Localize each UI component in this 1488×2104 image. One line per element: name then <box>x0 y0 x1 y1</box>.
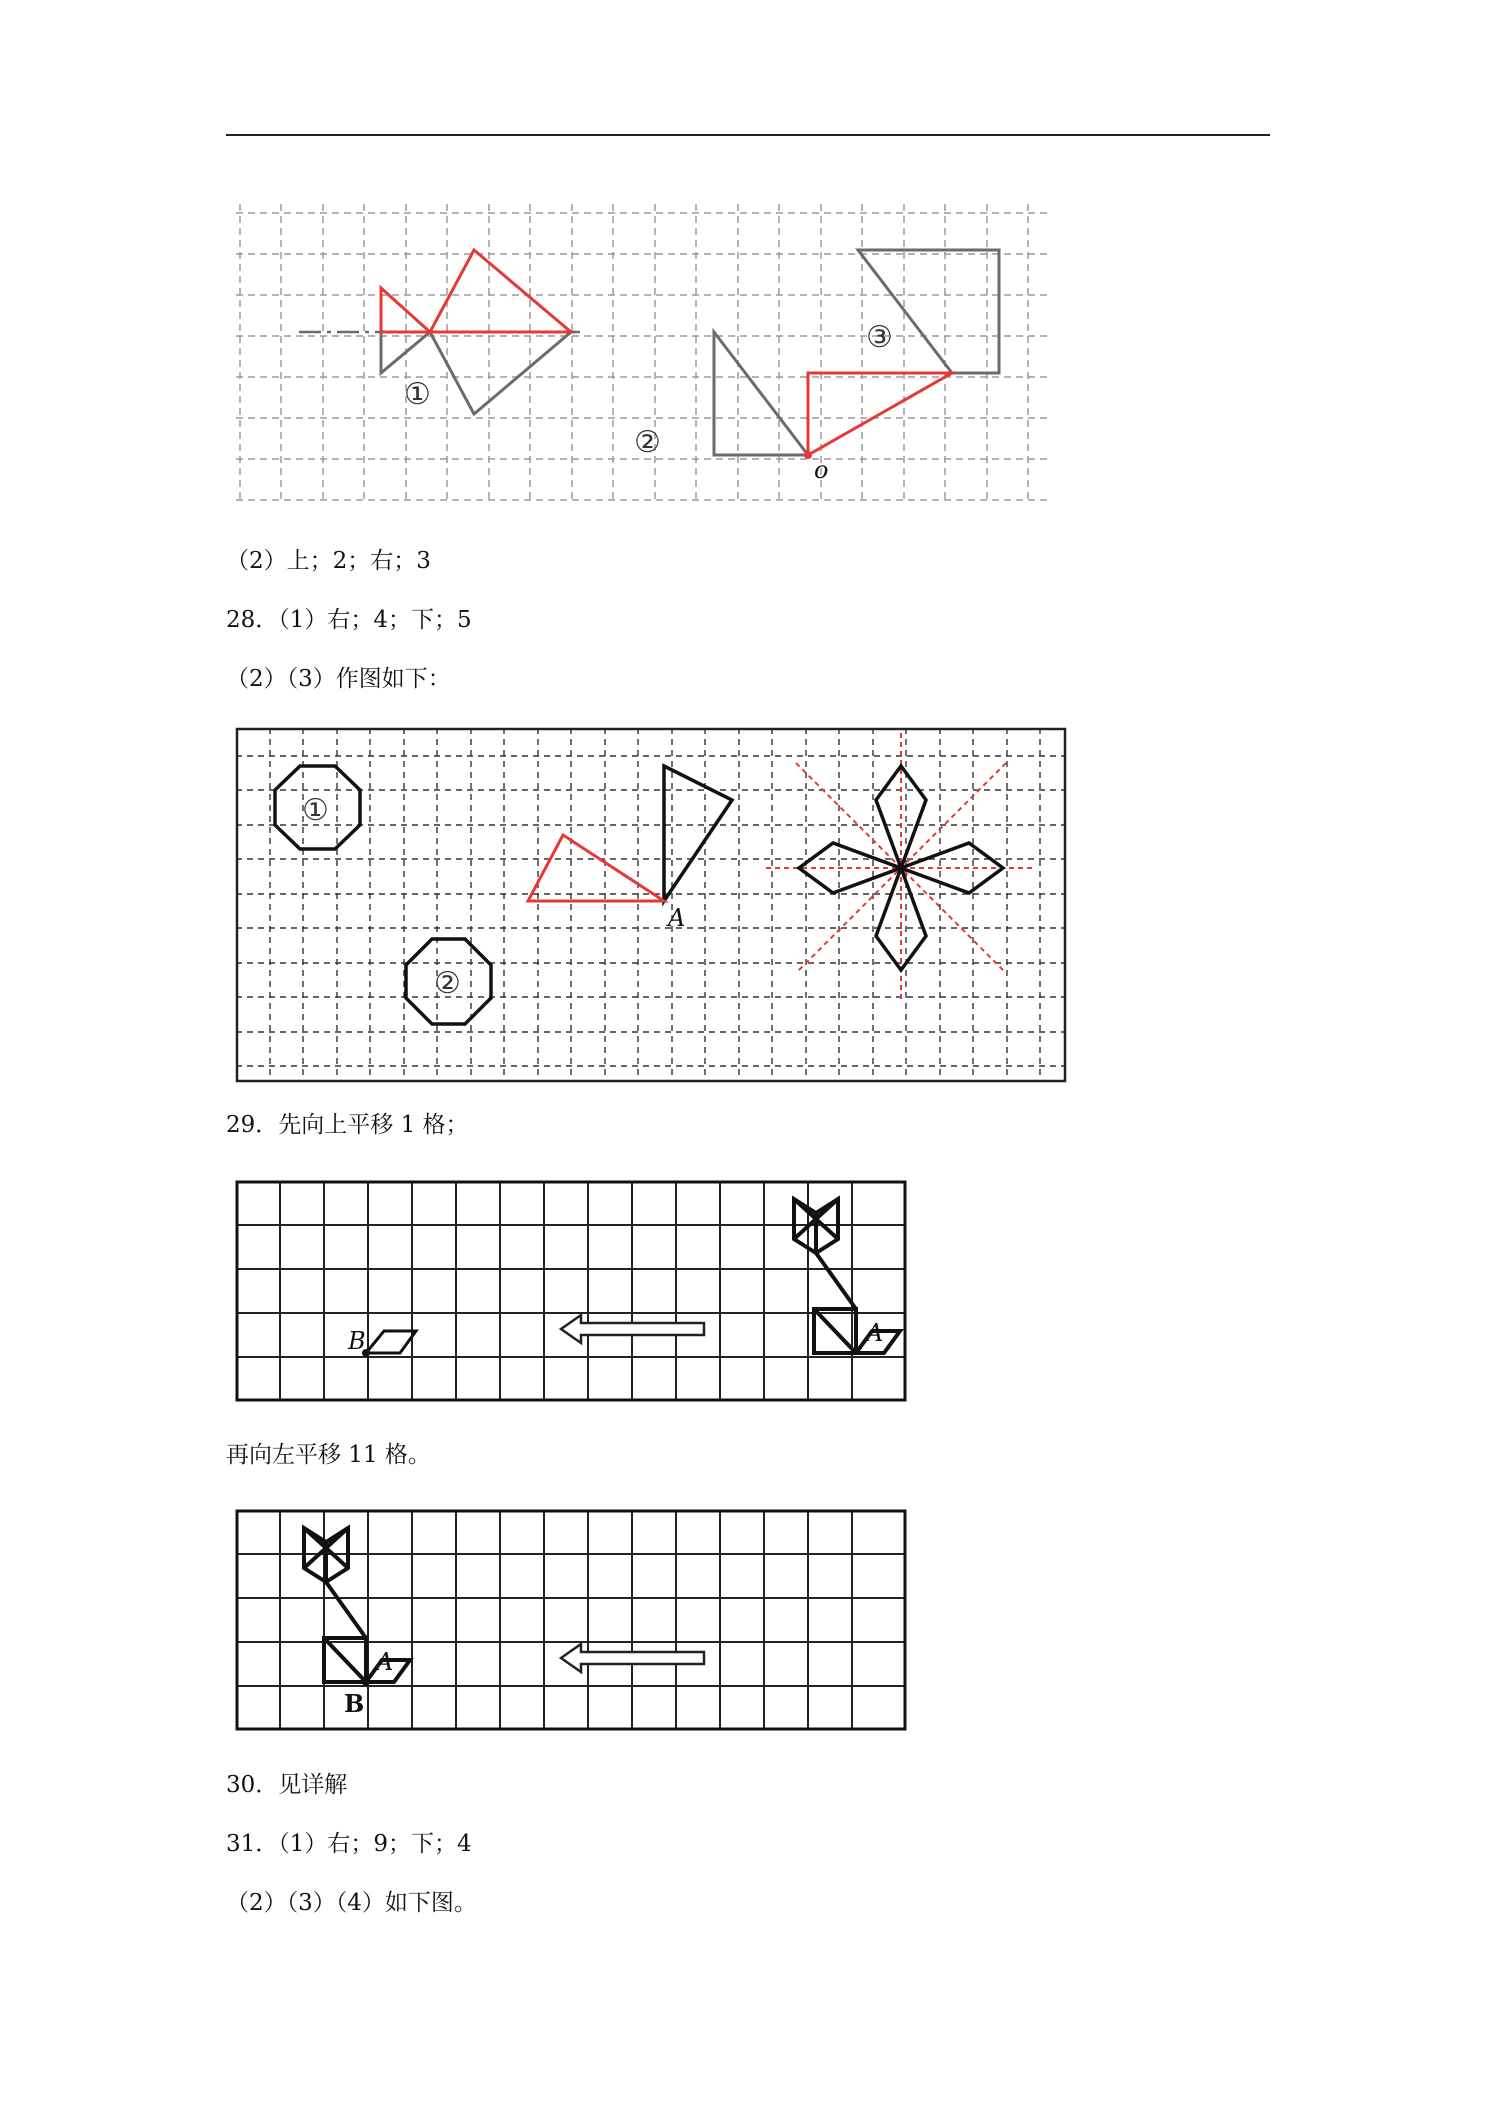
cat-point-a-label: A <box>376 1648 394 1676</box>
answer-line-31-2: （2）（3）（4）如下图。 <box>226 1890 477 1916</box>
header-rule <box>226 134 1270 136</box>
answer-line-29-2: 再向左平移 11 格。 <box>226 1442 431 1468</box>
figure-label-2: ② <box>634 425 661 460</box>
point-a-label: A <box>668 904 686 932</box>
figure-label-3: ③ <box>866 320 893 355</box>
answer-line-28-2: （2）（3）作图如下： <box>226 666 451 692</box>
answer-line-31-1: 31．（1）右；9；下；4 <box>226 1831 472 1857</box>
point-b-label: B <box>348 1327 366 1355</box>
cat-point-b-label: B <box>344 1689 365 1718</box>
figure-label-1: ① <box>404 377 431 412</box>
answer-line-30: 30．见详解 <box>226 1772 348 1798</box>
figure-symmetry-rotation <box>236 204 1056 504</box>
answer-line-29-1: 29．先向上平移 1 格； <box>226 1112 469 1138</box>
figure-octagons-flower <box>236 728 1066 1082</box>
octagon-label-2: ② <box>434 966 461 1001</box>
figure-cat-left-shift <box>236 1510 906 1730</box>
point-o-label: o <box>814 456 829 484</box>
answer-line-28-1: 28．（1）右；4；下；5 <box>226 607 472 633</box>
answer-line-27-2: （2）上；2；右；3 <box>226 548 431 574</box>
cat-point-a-label: A <box>866 1319 884 1347</box>
octagon-label-1: ① <box>302 793 329 828</box>
figure-cat-up-shift <box>236 1181 906 1401</box>
